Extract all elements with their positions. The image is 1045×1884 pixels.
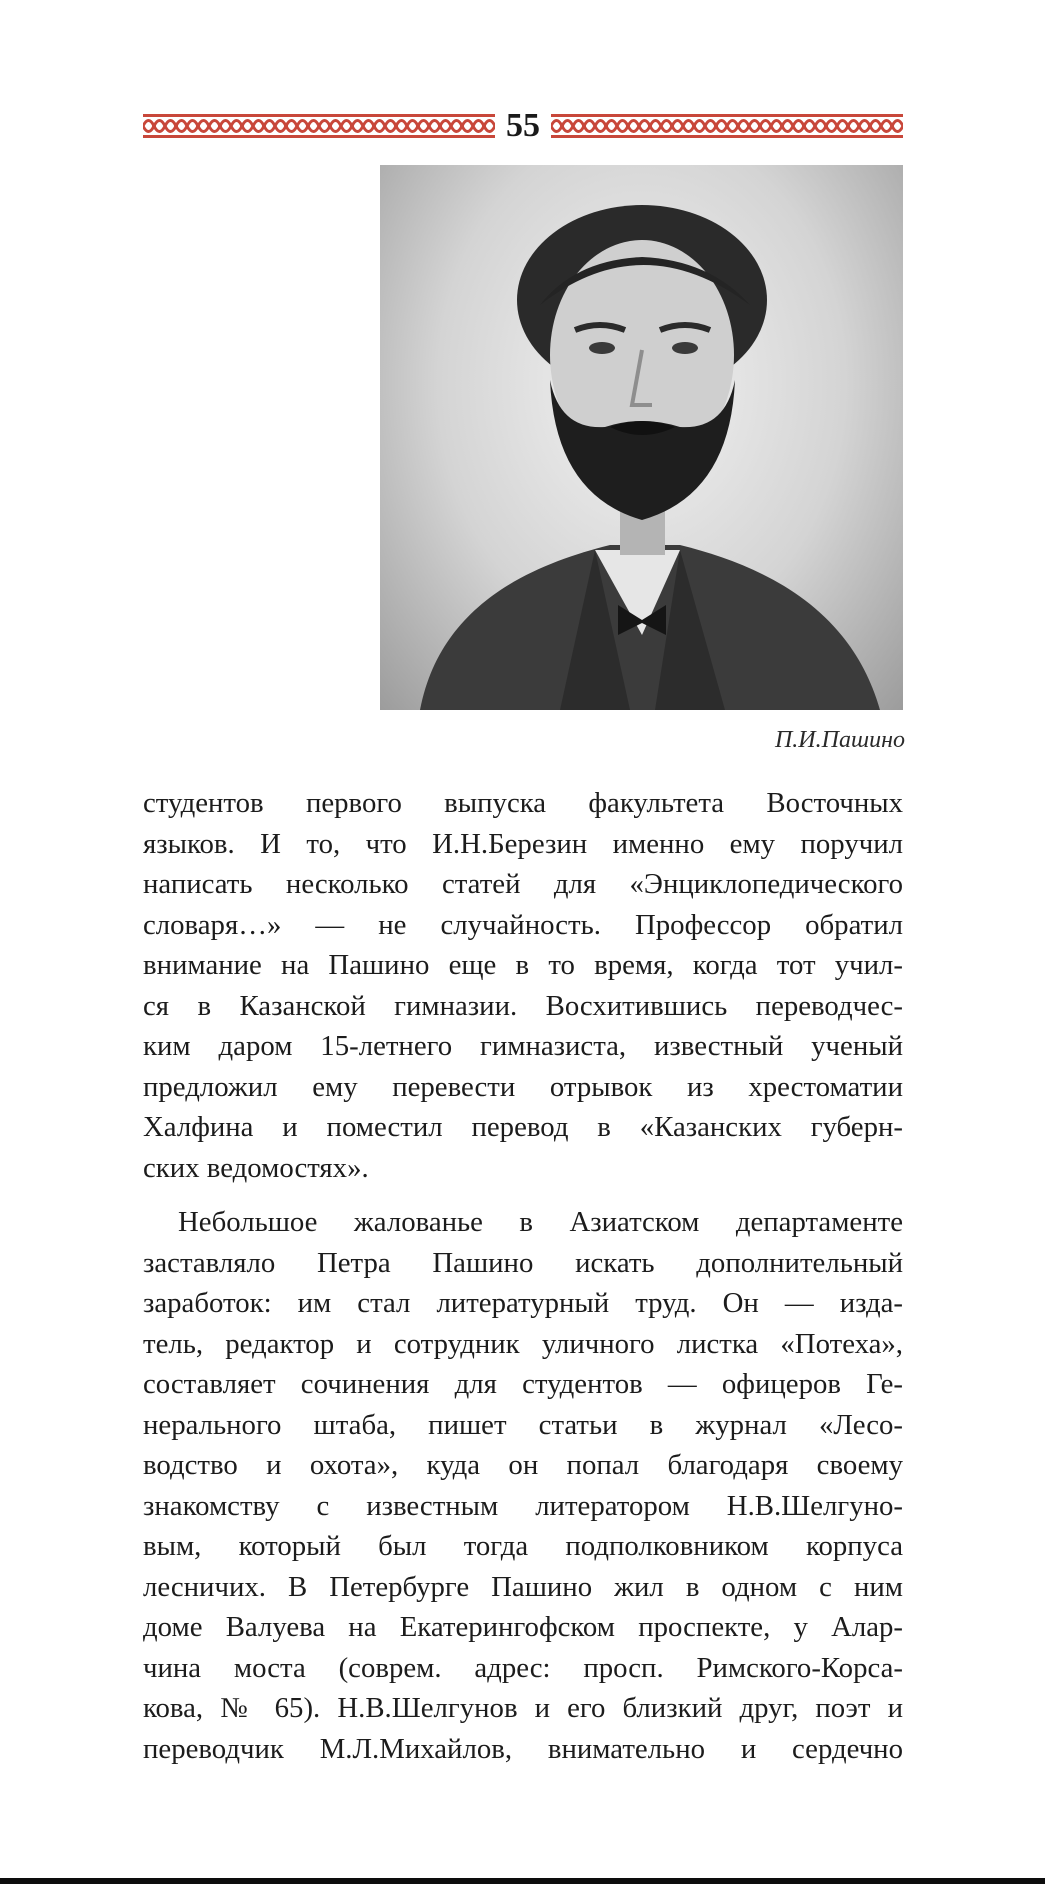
text-line: языков. И то, что И.Н.Березин именно ему поручил — [143, 827, 903, 860]
text-line: нерального штаба, пишет статьи в журнал «Лесо- — [143, 1408, 903, 1441]
text-line: студентов первого выпуска факультета Восточных — [143, 787, 903, 819]
ornament-right-icon — [551, 111, 903, 141]
text-line: внимание на Пашино еще в то время, когда тот учил- — [143, 949, 903, 981]
paragraph-2 — [143, 1202, 903, 1769]
portrait-illustration — [380, 165, 903, 710]
text-line: чина моста (соврем. адрес: просп. Римского-Корса- — [143, 1651, 903, 1684]
text-line: водство и охота», куда он попал благодаря своему — [143, 1449, 903, 1481]
text-line: заработок: им стал литературный труд. Он — изда- — [143, 1287, 903, 1319]
page-number: 55 — [506, 107, 540, 144]
text-line: тель, редактор и сотрудник уличного листка «Потеха», — [143, 1327, 903, 1360]
photo-caption: П.И.Пашино — [774, 727, 905, 753]
text-line: ким даром 15-летнего гимназиста, известный ученый — [143, 1030, 903, 1062]
text-line: вым, который был тогда подполковником корпуса — [143, 1530, 903, 1562]
ornament-left-icon — [143, 111, 495, 141]
text-line: кова, № 65). Н.В.Шелгунов и его близкий друг, поэт и — [143, 1692, 903, 1724]
text-line: предложил ему перевести отрывок из хрестоматии — [143, 1070, 903, 1103]
text-line: Халфина и поместил перевод в «Казанских губерн- — [143, 1111, 903, 1143]
text-line: заставляло Петра Пашино искать дополнительный — [143, 1246, 903, 1279]
portrait-photo — [380, 165, 903, 710]
page-bottom-edge — [0, 1878, 1045, 1884]
text-line: переводчик М.Л.Михайлов, внимательно и сердечно — [143, 1732, 903, 1765]
text-line: знакомству с известным литератором Н.В.Шелгуно- — [143, 1489, 903, 1522]
text-line: лесничих. В Петербурге Пашино жил в одном с ним — [143, 1570, 903, 1603]
text-line: написать несколько статей для «Энциклопедического — [143, 868, 903, 900]
paragraph-1 — [143, 783, 903, 1188]
text-line: составляет сочинения для студентов — офицеров Ге- — [143, 1368, 903, 1400]
text-line: ся в Казанской гимназии. Восхитившись переводчес- — [143, 989, 903, 1022]
text-line: доме Валуева на Екатерингофском проспекте, у Алар- — [143, 1611, 903, 1643]
running-header — [143, 104, 903, 148]
body-text — [143, 783, 903, 1769]
text-line: Небольшое жалованье в Азиатском департаменте — [178, 1206, 903, 1238]
text-line: ских ведомостях». — [143, 1151, 369, 1184]
text-line: словаря…» — не случайность. Профессор обратил — [143, 908, 903, 941]
